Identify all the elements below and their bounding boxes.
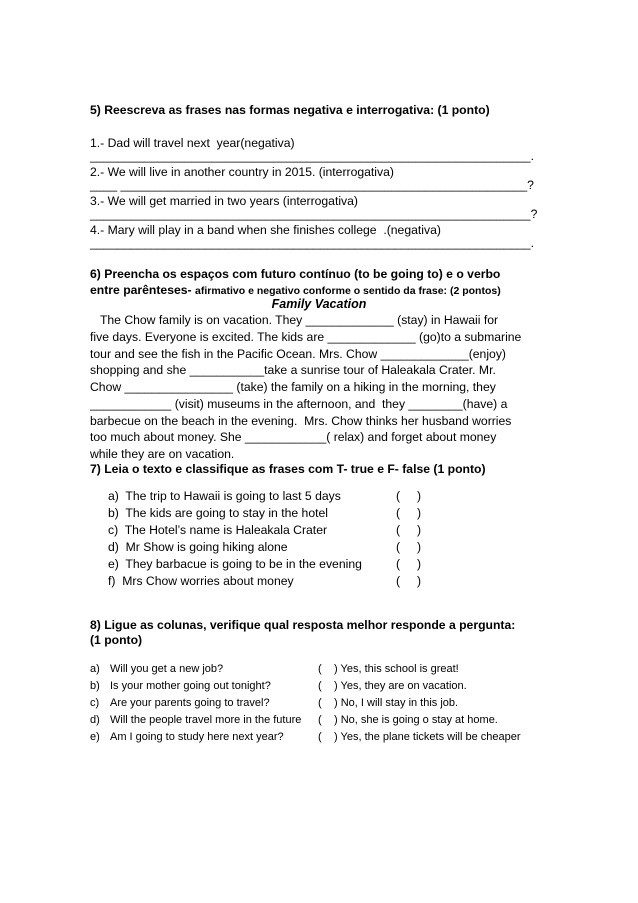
match-letter: b) <box>90 680 100 692</box>
tf-answer-box[interactable]: ( ) <box>396 506 422 520</box>
tf-item <box>108 523 327 538</box>
tf-answer-box[interactable]: ( ) <box>396 540 422 554</box>
match-letter: a) <box>90 663 100 675</box>
passage-line: five days. Everyone is excited. The kids are _____________ (go)to a submarine <box>90 330 522 344</box>
q8-heading-points: (1 ponto) <box>90 633 143 647</box>
match-question: Am I going to study here next year? <box>110 731 284 743</box>
tf-item-text: The kids are going to stay in the hotel <box>125 506 328 520</box>
match-letter: d) <box>90 714 100 726</box>
tf-item-letter: d) <box>108 540 119 554</box>
tf-item-letter: e) <box>108 557 119 571</box>
match-answer: ) No, she is going o stay at home. <box>334 714 498 726</box>
match-letter: c) <box>90 697 100 709</box>
match-answer: ) Yes, they are on vacation. <box>334 680 467 692</box>
match-paren[interactable]: ( <box>318 714 322 726</box>
q8-heading: 8) Ligue as colunas, verifique qual resposta melhor responde a pergunta: <box>90 618 516 632</box>
tf-answer-box[interactable]: ( ) <box>396 557 422 571</box>
tf-item-text: Mrs Chow worries about money <box>122 574 294 588</box>
passage-title: Family Vacation <box>271 297 367 311</box>
tf-item <box>108 489 341 504</box>
tf-item-text: The Hotel’s name is Haleakala Crater <box>124 523 328 537</box>
tf-item-text: Mr Show is going hiking alone <box>125 540 288 554</box>
passage-line: while they are on vacation. <box>90 447 235 461</box>
match-answer: ) Yes, the plane tickets will be cheaper <box>334 731 521 743</box>
tf-item <box>108 540 288 555</box>
q6-heading: 6) Preencha os espaços com futuro contínuo (to be going to) e o verbo <box>90 267 501 281</box>
q5-line: 1.- Dad will travel next year(negativa) <box>90 136 295 150</box>
passage-line: barbecue on the beach in the evening. Mrs. Chow thinks her husband worries <box>90 414 512 428</box>
q5-answer-line: _________________________________________________________________. <box>90 149 534 163</box>
q6-heading-bold: entre parênteses- <box>90 283 195 297</box>
tf-answer-box[interactable]: ( ) <box>396 523 422 537</box>
passage-line: ____________ (visit) museums in the afternoon, and they ________(have) a <box>90 397 508 411</box>
match-question: Will the people travel more in the future <box>110 714 302 726</box>
tf-item-letter: f) <box>108 574 116 588</box>
tf-item-text: They barbacue is going to be in the evening <box>125 557 362 571</box>
tf-answer-box[interactable]: ( ) <box>396 489 422 503</box>
q5-line: 2.- We will live in another country in 2015. (interrogativa) <box>90 165 394 179</box>
match-letter: e) <box>90 731 100 743</box>
q7-heading: 7) Leia o texto e classifique as frases com T- true e F- false (1 ponto) <box>90 462 486 476</box>
q5-answer-line: _________________________________________________________________? <box>90 207 538 221</box>
match-paren[interactable]: ( <box>318 663 322 675</box>
tf-item <box>108 574 294 589</box>
passage-line: The Chow family is on vacation. They _____________ (stay) in Hawaii for <box>90 313 499 327</box>
passage-line: Chow ________________ (take) the family on a hiking in the morning, they <box>90 380 496 394</box>
match-paren[interactable]: ( <box>318 697 322 709</box>
q5-line: 3.- We will get married in two years (interrogativa) <box>90 194 358 208</box>
q5-line: 4.- Mary will play in a band when she finishes college .(negativa) <box>90 223 441 237</box>
match-answer: ) Yes, this school is great! <box>334 663 459 675</box>
match-question: Will you get a new job? <box>110 663 224 675</box>
tf-item-text: The trip to Hawaii is going to last 5 days <box>125 489 341 503</box>
tf-item <box>108 506 328 521</box>
match-question: Is your mother going out tonight? <box>110 680 271 692</box>
q5-answer-line: ____ ____________________________________________________________? <box>90 178 534 192</box>
q5-answer-line: _________________________________________________________________. <box>90 236 534 250</box>
match-paren[interactable]: ( <box>318 680 322 692</box>
match-answer: ) No, I will stay in this job. <box>334 697 459 709</box>
tf-item <box>108 557 362 572</box>
match-question: Are your parents going to travel? <box>110 697 270 709</box>
tf-item-letter: b) <box>108 506 119 520</box>
tf-item-letter: a) <box>108 489 119 503</box>
passage-line: shopping and she ___________take a sunrise tour of Haleakala Crater. Mr. <box>90 363 496 377</box>
passage-line: tour and see the fish in the Pacific Ocean. Mrs. Chow _____________(enjoy) <box>90 347 506 361</box>
tf-answer-box[interactable]: ( ) <box>396 574 422 588</box>
q6-heading-small: afirmativo e negativo conforme o sentido da frase: (2 pontos) <box>195 285 501 297</box>
match-paren[interactable]: ( <box>318 731 322 743</box>
tf-item-letter: c) <box>108 523 119 537</box>
passage-line: too much about money. She ____________( relax) and forget about money <box>90 430 497 444</box>
q5-heading: 5) Reescreva as frases nas formas negativa e interrogativa: (1 ponto) <box>90 103 490 117</box>
